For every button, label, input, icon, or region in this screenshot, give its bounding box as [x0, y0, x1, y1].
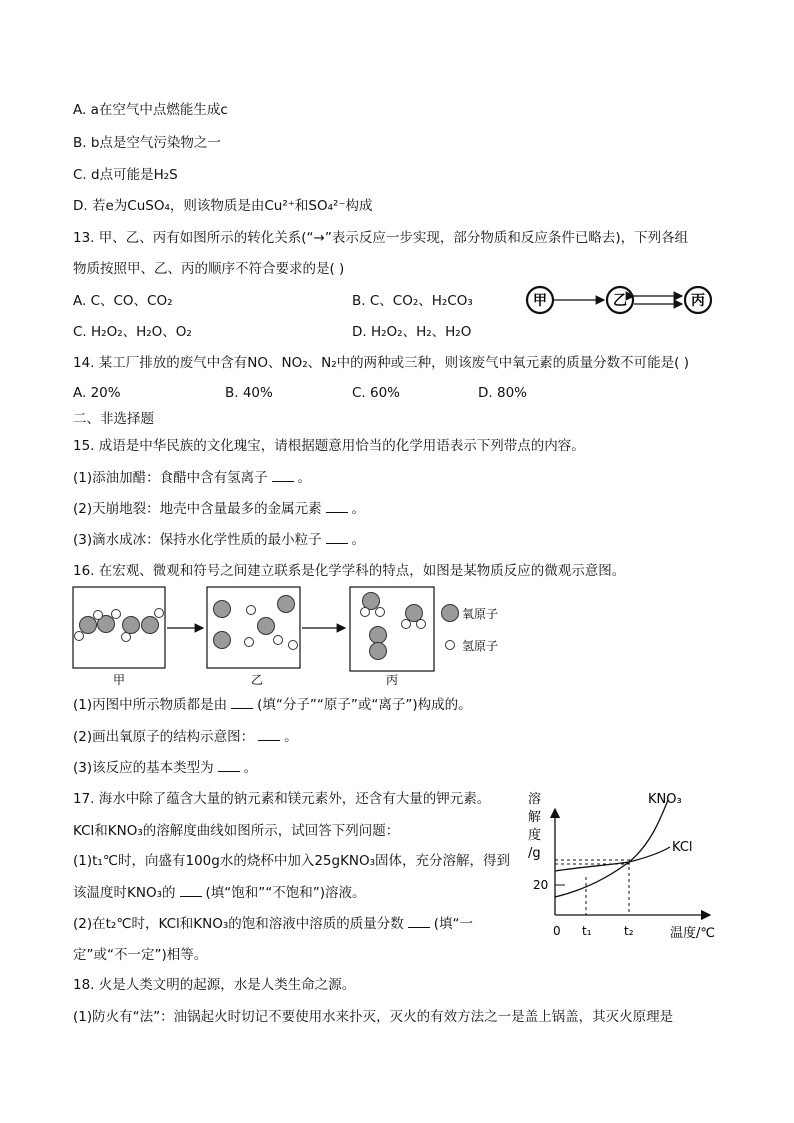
- q17-line2: KCl和KNO₃的溶解度曲线如图所示，试回答下列问题：: [73, 823, 400, 839]
- q17-part1: (1)t₁℃时，向盛有100g水的烧杯中加入25gKNO₃固体，充分溶解，得到: [73, 853, 511, 869]
- q15-part2: (2)天崩地裂：地壳中含量最多的金属元素 。: [73, 501, 366, 517]
- q13-conversion-diagram: [520, 282, 720, 322]
- answer-blank[interactable]: [408, 915, 430, 928]
- q14-option-d: D. 80%: [478, 385, 527, 401]
- q17-part1-cont: 该温度时KNO₃的 (填“饱和”“不饱和”)溶液。: [73, 885, 366, 901]
- q12-option-a: A. a在空气中点燃能生成c: [73, 102, 228, 118]
- q15-part3: (3)滴水成冰：保持水化学性质的最小粒子 。: [73, 532, 366, 548]
- y-axis-label-2: 解: [528, 810, 542, 825]
- legend-oxygen: 氧原子: [462, 607, 499, 621]
- y-axis-label-1: 溶: [528, 792, 542, 807]
- y-tick-20: 20: [533, 878, 549, 892]
- answer-blank[interactable]: [218, 759, 240, 772]
- q16-micro-diagram: [70, 584, 510, 688]
- legend-hydrogen: 氢原子: [462, 639, 499, 653]
- t2-label: t₂: [624, 924, 634, 938]
- q15-part1: (1)添油加醋：食醋中含有氢离子 。: [73, 470, 312, 486]
- q18-part1: (1)防火有“法”：油锅起火时切记不要使用水来扑灭，灭火的有效方法之一是盖上锅盖，其灭火原理是: [73, 1009, 674, 1025]
- q14-stem: 14. 某工厂排放的废气中含有NO、NO₂、N₂中的两种或三种，则该废气中氧元素的质量分数不可能是( ): [73, 355, 689, 371]
- node-yi-label: 乙: [613, 293, 627, 309]
- y-axis-label-4: /g: [528, 846, 541, 861]
- answer-blank[interactable]: [180, 884, 202, 897]
- q13-option-a: A. C、CO、CO₂: [73, 293, 173, 309]
- q13-option-b: B. C、CO₂、H₂CO₃: [352, 293, 473, 309]
- node-bing-label: 丙: [691, 293, 705, 309]
- node-jia-label: 甲: [533, 293, 547, 309]
- q16-part3: (3)该反应的基本类型为 。: [73, 760, 258, 776]
- answer-blank[interactable]: [272, 469, 294, 482]
- q14-option-a: A. 20%: [73, 385, 121, 401]
- q17-part2-cont: 定”或“不一定”)相等。: [73, 947, 208, 963]
- kno3-curve: [555, 800, 668, 897]
- q12-option-d: D. 若e为CuSO₄，则该物质是由Cu²⁺和SO₄²⁻构成: [73, 198, 373, 214]
- q17-part2: (2)在t₂℃时，KCl和KNO₃的饱和溶液中溶质的质量分数 (填“一: [73, 916, 474, 932]
- q12-option-c: C. d点可能是H₂S: [73, 167, 178, 183]
- kcl-label: KCl: [672, 840, 693, 855]
- q13-stem-line1: 13. 甲、乙、丙有如图所示的转化关系(“→”表示反应一步实现，部分物质和反应条件已略去)，下列各组: [73, 230, 689, 246]
- box-bing-label: 丙: [385, 673, 399, 687]
- answer-blank[interactable]: [258, 728, 280, 741]
- answer-blank[interactable]: [326, 500, 348, 513]
- q17-stem: 17. 海水中除了蕴含大量的钠元素和镁元素外，还含有大量的钾元素。: [73, 791, 491, 807]
- hydrogen-atom-legend-icon: [446, 641, 455, 650]
- x-axis-label: 温度/℃: [670, 926, 715, 941]
- origin-label: 0: [553, 924, 561, 938]
- oxygen-atom-legend-icon: [442, 605, 459, 622]
- q18-stem: 18. 火是人类文明的起源，水是人类生命之源。: [73, 977, 356, 993]
- q16-part2: (2)画出氧原子的结构示意图： 。: [73, 729, 298, 745]
- q14-option-c: C. 60%: [352, 385, 401, 401]
- solubility-graph: [520, 785, 730, 945]
- y-axis-label-3: 度: [528, 828, 542, 843]
- answer-blank[interactable]: [326, 531, 348, 544]
- q16-part1: (1)丙图中所示物质都是由 (填“分子”“原子”或“离子”)构成的。: [73, 697, 472, 713]
- box-yi-label: 乙: [250, 673, 264, 687]
- q13-option-c: C. H₂O₂、H₂O、O₂: [73, 324, 192, 340]
- box-jia-label: 甲: [112, 673, 126, 687]
- t1-label: t₁: [582, 924, 592, 938]
- q13-stem-line2: 物质按照甲、乙、丙的顺序不符合要求的是( ): [73, 261, 345, 277]
- q14-option-b: B. 40%: [225, 385, 273, 401]
- q15-stem: 15. 成语是中华民族的文化瑰宝，请根据题意用恰当的化学用语表示下列带点的内容。: [73, 438, 585, 454]
- q13-option-d: D. H₂O₂、H₂、H₂O: [352, 324, 472, 340]
- answer-blank[interactable]: [231, 696, 253, 709]
- kno3-label: KNO₃: [648, 792, 682, 807]
- section-heading: 二、非选择题: [73, 411, 154, 427]
- kcl-curve: [555, 847, 670, 871]
- q12-option-b: B. b点是空气污染物之一: [73, 135, 221, 151]
- q16-stem: 16. 在宏观、微观和符号之间建立联系是化学学科的特点，如图是某物质反应的微观示意图。: [73, 563, 626, 579]
